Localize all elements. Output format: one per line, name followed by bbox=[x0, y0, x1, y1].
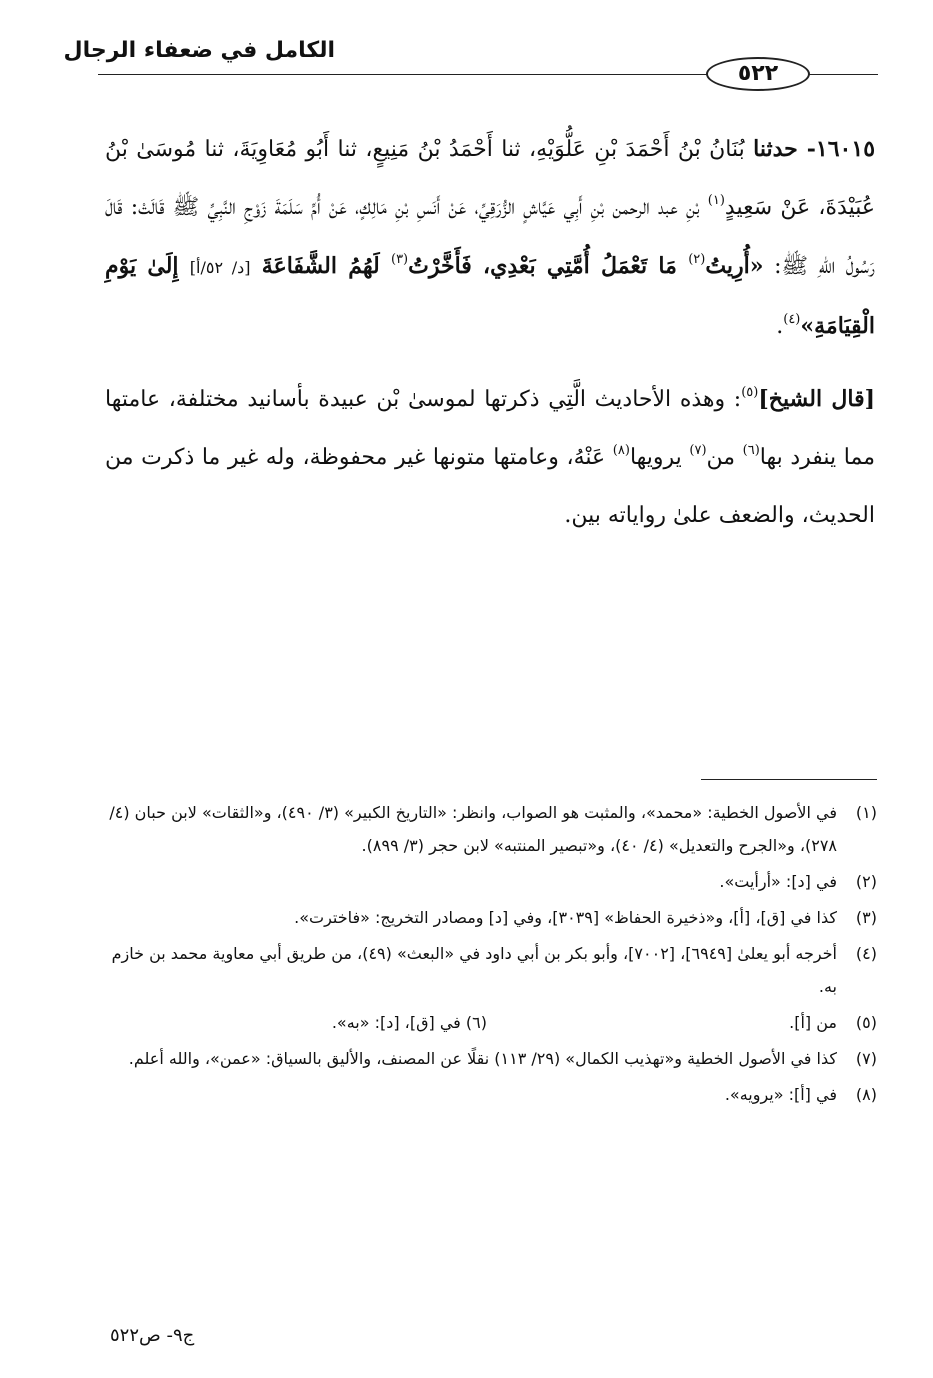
matn-part-2: مَا تَعْمَلُ أُمَّتِي بَعْدِي، فَأَخَّرْتُ bbox=[408, 253, 689, 279]
footnote-ref-4[interactable]: (٤) bbox=[783, 312, 801, 327]
matn-part-3: لَهُمُ الشَّفَاعَةَ bbox=[250, 253, 391, 279]
comment-text-3: يرويها bbox=[629, 445, 690, 470]
footnote-ref-3[interactable]: (٣) bbox=[390, 252, 409, 267]
footnote-number: (٤) bbox=[855, 944, 877, 963]
haddathana-word: حدثنا bbox=[753, 136, 798, 162]
footnote-number: (٦) bbox=[465, 1013, 487, 1032]
footnote-number: (٣) bbox=[855, 908, 877, 927]
footnote-number: (٥) bbox=[855, 1013, 877, 1032]
footnote-number: (٧) bbox=[855, 1049, 877, 1068]
entry-number: ١٦٠١٥- bbox=[797, 136, 876, 162]
footnote-ref-1[interactable]: (١) bbox=[707, 193, 725, 208]
footnote-separator bbox=[701, 779, 877, 780]
footnote-1 bbox=[95, 796, 877, 862]
footnote-text: كذا في الأصول الخطية و«تهذيب الكمال» (٢٩/ ١١٣) نقلًا عن المصنف، والأليق بالسياق: «عمن»، والله أعلم. bbox=[128, 1049, 837, 1068]
footnote-6 bbox=[332, 1006, 487, 1039]
footnote-text: أخرجه أبو يعلىٰ [٦٩٤٩]، [٧٠٠٢]، وأبو بكر بن أبي داود في «البعث» (٤٩)، من طريق أبي معاوية محمد بن خازم به. bbox=[111, 944, 837, 996]
manuscript-folio-ref: [د/ ٥٢/أ] bbox=[189, 258, 251, 277]
footnote-ref-2[interactable]: (٢) bbox=[688, 252, 706, 267]
matn-part-4: إِلَىٰ يَوْمِ الْقِيَامَةِ» bbox=[105, 253, 875, 339]
comment-text-2: من bbox=[706, 445, 743, 470]
matn-part-1: «أُرِيتُ bbox=[705, 253, 764, 279]
footnotes-section bbox=[95, 796, 877, 1114]
footnote-7 bbox=[95, 1042, 877, 1075]
footnote-text: كذا في [ق]، [أ]، و«ذخيرة الحفاظ» [٣٠٣٩]، وفي [د] ومصادر التخريج: «فاخترت». bbox=[294, 908, 837, 927]
comment-text-1: : وهذه الأحاديث الَّتِي ذكرتها لموسىٰ بْن عبيدة بأسانيد مختلفة، عامتها مما ينفرد بها bbox=[105, 387, 875, 470]
isnad-part-1: بُنَانُ بْنُ أَحْمَدَ بْنِ عَلُّوَيْهِ، ثنا أَحْمَدُ بْنُ مَنِيعٍ، ثنا أَبُو مُعَاوِيَةَ، ثنا مُوسَىٰ بْنُ عُبَيْدَةَ، عَنْ سَعِيدٍ bbox=[105, 137, 875, 220]
footnote-text: في الأصول الخطية: «محمد»، والمثبت هو الصواب، وانظر: «التاريخ الكبير» (٣/ ٤٩٠)، و«الثقات» لابن حبان (٤/ ٢٧٨)، و«الجرح والتعديل» (٤/ ٤٠)، و«تبصير المنتبه» لابن حجر (٣/ ٨٩٩). bbox=[109, 803, 837, 855]
running-header-title: الكامل في ضعفاء الرجال bbox=[63, 38, 335, 63]
footnote-text: في [د]: «أرأيت». bbox=[719, 872, 837, 891]
footnote-ref-6[interactable]: (٦) bbox=[742, 443, 760, 458]
footnote-text: في [أ]: «يرويه». bbox=[724, 1085, 837, 1104]
isnad-part-2: بْنِ عبد الرحمن بْنِ أَبِي عَيَّاشٍ الزُّرَقِيِّ، عَنْ أَنَسِ بْنِ مَالِكٍ، عَنْ أُمِّ سَلَمَةَ زَوْجِ النَّبِيِّ ﷺ قَالَتْ: قَالَ رَسُولُ اللهِ ﷺ: bbox=[105, 195, 875, 279]
footnote-4 bbox=[95, 937, 877, 1003]
page-number-badge: ٥٢٢ bbox=[706, 57, 810, 91]
footnote-number: (٢) bbox=[855, 872, 877, 891]
footnote-8 bbox=[95, 1078, 877, 1111]
footnote-ref-8[interactable]: (٨) bbox=[612, 443, 630, 458]
footnote-number: (٨) bbox=[855, 1085, 877, 1104]
footnote-ref-7[interactable]: (٧) bbox=[689, 443, 707, 458]
sheikh-comment bbox=[105, 370, 875, 545]
footnote-text: في [ق]، [د]: «به». bbox=[331, 1013, 461, 1032]
entry-end: . bbox=[776, 314, 784, 339]
footnote-row-5-6 bbox=[95, 1006, 877, 1039]
footnote-3 bbox=[95, 901, 877, 934]
footnote-2 bbox=[95, 865, 877, 898]
main-text bbox=[105, 120, 875, 545]
volume-page-folio: ج٩- ص٥٢٢ bbox=[110, 1325, 195, 1346]
hadith-entry bbox=[105, 120, 875, 356]
footnote-ref-5[interactable]: (٥) bbox=[741, 385, 759, 400]
comment-text-4: عَنْهُ، وعامتها متونها غير محفوظة، وله غير ما ذكرت من الحديث، والضعف علىٰ رواياته بين. bbox=[105, 445, 875, 528]
footnote-number: (١) bbox=[855, 803, 877, 822]
comment-opening: [قال الشيخ] bbox=[758, 386, 875, 412]
footnote-text: من [أ]. bbox=[789, 1013, 837, 1032]
